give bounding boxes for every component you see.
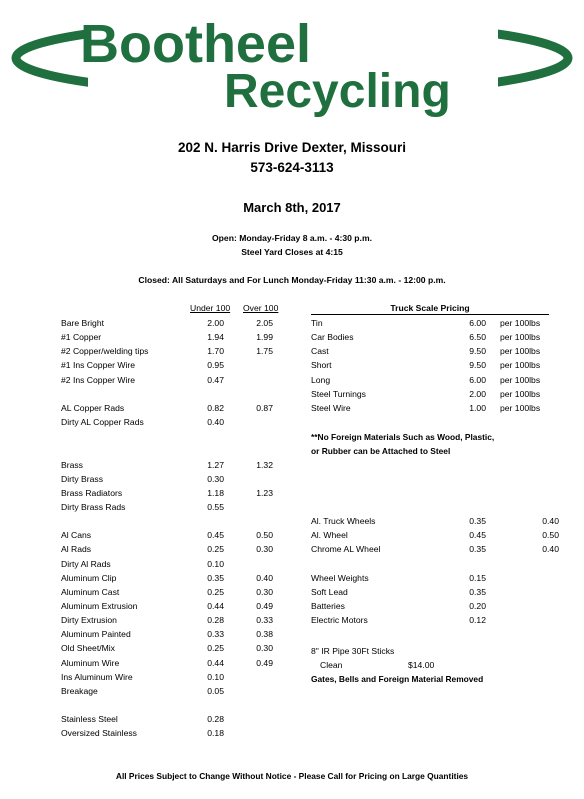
price-under-100: 1.94 <box>207 332 224 343</box>
item-name: Brass <box>61 459 83 470</box>
steel-item-name: Long <box>311 374 331 385</box>
item-name: Dirty Extrusion <box>61 615 117 626</box>
pipe-clean-price: $14.00 <box>408 660 435 670</box>
item-name: Ins Aluminum Wire <box>61 671 133 682</box>
item-name: #1 Ins Copper Wire <box>61 360 136 371</box>
price-over-100: 1.32 <box>256 459 273 470</box>
price-under-100: 0.30 <box>207 473 224 484</box>
steel-price: 9.50 <box>469 346 486 357</box>
steel-item-name: Car Bodies <box>311 332 354 343</box>
price-under-100: 0.05 <box>207 685 224 696</box>
item-name: Aluminum Painted <box>61 629 131 640</box>
steel-unit: per 100lbs <box>500 402 541 413</box>
steel-price: 1.00 <box>469 402 486 413</box>
misc-item-name: Batteries <box>311 601 345 612</box>
wheel-item-name: Al. Wheel <box>311 530 348 541</box>
price-under-100: 0.33 <box>207 629 224 640</box>
pipe-gates-note: Gates, Bells and Foreign Material Removed <box>311 674 484 684</box>
col-under-100: Under 100 <box>190 303 231 313</box>
item-name: Bare Bright <box>61 318 104 328</box>
price-under-100: 0.47 <box>207 374 224 385</box>
steel-unit: per 100lbs <box>500 374 541 385</box>
price-under-100: 0.28 <box>207 714 224 725</box>
price-over-100: 2.05 <box>256 318 273 328</box>
steel-item-name: Cast <box>311 346 329 357</box>
item-name: #2 Ins Copper Wire <box>61 374 136 385</box>
price-over-100: 0.49 <box>256 657 273 668</box>
price-over-100: 0.30 <box>256 643 273 654</box>
price-under-100: 0.10 <box>207 671 224 682</box>
steel-item-name: Steel Wire <box>311 402 351 413</box>
item-name: Dirty Al Rads <box>61 558 111 569</box>
pipe-clean-label: Clean <box>320 660 343 670</box>
pipe-title: 8" IR Pipe 30Ft Sticks <box>311 646 395 656</box>
misc-price: 0.12 <box>469 615 486 626</box>
price-under-100: 0.55 <box>207 501 224 512</box>
logo-line1: Bootheel <box>80 14 312 74</box>
price-over-100: 0.30 <box>256 586 273 597</box>
price-under-100: 2.00 <box>207 318 224 328</box>
price-over-100: 1.99 <box>256 332 273 343</box>
wheel-price-b: 0.40 <box>542 544 559 555</box>
steel-note-line2: or Rubber can be Attached to Steel <box>311 446 451 456</box>
date: March 8th, 2017 <box>243 200 341 215</box>
steel-unit: per 100lbs <box>500 388 541 399</box>
item-name: #1 Copper <box>61 332 102 343</box>
logo-line2: Recycling <box>224 65 451 118</box>
steel-unit: per 100lbs <box>500 318 541 328</box>
item-name: Aluminum Clip <box>61 572 117 583</box>
item-name: Aluminum Cast <box>61 586 120 597</box>
price-under-100: 0.28 <box>207 615 224 626</box>
steel-unit: per 100lbs <box>500 360 541 371</box>
misc-item-name: Wheel Weights <box>311 573 369 583</box>
item-name: #2 Copper/welding tips <box>61 346 149 357</box>
steel-note-line1: **No Foreign Materials Such as Wood, Plastic, <box>311 432 495 442</box>
misc-price: 0.35 <box>469 587 486 598</box>
price-over-100: 0.50 <box>256 530 273 541</box>
bootheel-recycling-logo <box>0 0 584 130</box>
item-name: Al Rads <box>61 544 92 555</box>
open-hours: Open: Monday-Friday 8 a.m. - 4:30 p.m. <box>212 233 372 243</box>
price-under-100: 0.44 <box>207 657 224 668</box>
steel-yard-hours: Steel Yard Closes at 4:15 <box>241 247 343 257</box>
item-name: Oversized Stainless <box>61 728 137 739</box>
price-under-100: 1.70 <box>207 346 224 357</box>
price-under-100: 0.35 <box>207 572 224 583</box>
wheel-item-name: Chrome AL Wheel <box>311 544 381 555</box>
price-over-100: 1.75 <box>256 346 273 357</box>
steel-item-name: Tin <box>311 318 323 328</box>
steel-price: 2.00 <box>469 388 486 399</box>
item-name: Aluminum Wire <box>61 657 120 668</box>
item-name: Old Sheet/Mix <box>61 643 115 654</box>
item-name: Stainless Steel <box>61 714 118 725</box>
price-under-100: 0.40 <box>207 417 224 428</box>
steel-unit: per 100lbs <box>500 346 541 357</box>
price-under-100: 0.45 <box>207 530 224 541</box>
item-name: Dirty Brass Rads <box>61 501 126 512</box>
address: 202 N. Harris Drive Dexter, Missouri <box>177 140 407 155</box>
steel-price: 9.50 <box>469 360 486 371</box>
truck-scale-title: Truck Scale Pricing <box>311 303 549 315</box>
item-name: Brass Radiators <box>61 487 123 498</box>
price-under-100: 0.82 <box>207 402 224 413</box>
col-over-100: Over 100 <box>243 303 279 313</box>
wheel-price-a: 0.45 <box>469 530 486 541</box>
price-under-100: 0.25 <box>207 544 224 555</box>
steel-price: 6.00 <box>469 318 486 328</box>
steel-unit: per 100lbs <box>500 332 541 343</box>
price-under-100: 0.25 <box>207 586 224 597</box>
steel-price: 6.50 <box>469 332 486 343</box>
price-over-100: 0.30 <box>256 544 273 555</box>
price-over-100: 0.38 <box>256 629 273 640</box>
price-under-100: 0.95 <box>207 360 224 371</box>
wheel-price-a: 0.35 <box>469 544 486 555</box>
price-under-100: 1.18 <box>207 487 224 498</box>
misc-item-name: Soft Lead <box>311 587 348 598</box>
wheel-price-b: 0.40 <box>542 516 559 526</box>
price-over-100: 0.40 <box>256 572 273 583</box>
price-under-100: 0.25 <box>207 643 224 654</box>
item-name: Al Cans <box>61 530 92 541</box>
phone: 573-624-3113 <box>250 160 334 175</box>
item-name: Dirty Brass <box>61 473 104 484</box>
misc-price: 0.15 <box>469 573 486 583</box>
steel-item-name: Steel Turnings <box>311 388 366 399</box>
item-name: AL Copper Rads <box>61 402 125 413</box>
steel-item-name: Short <box>311 360 332 371</box>
price-over-100: 0.87 <box>256 402 273 413</box>
price-under-100: 0.44 <box>207 601 224 611</box>
item-name: Dirty AL Copper Rads <box>61 417 144 428</box>
wheel-item-name: Al. Truck Wheels <box>311 516 376 526</box>
price-under-100: 0.18 <box>207 728 224 739</box>
footer-disclaimer: All Prices Subject to Change Without Notice - Please Call for Pricing on Large Quantities <box>115 771 469 781</box>
steel-price: 6.00 <box>469 374 486 385</box>
wheel-price-a: 0.35 <box>469 516 486 526</box>
misc-item-name: Electric Motors <box>311 615 368 626</box>
price-under-100: 0.10 <box>207 558 224 569</box>
price-over-100: 0.33 <box>256 615 273 626</box>
price-over-100: 0.49 <box>256 601 273 611</box>
price-under-100: 1.27 <box>207 459 224 470</box>
wheel-price-b: 0.50 <box>542 530 559 541</box>
price-over-100: 1.23 <box>256 487 273 498</box>
misc-price: 0.20 <box>469 601 486 612</box>
item-name: Aluminum Extrusion <box>61 601 138 611</box>
item-name: Breakage <box>61 685 98 696</box>
closed-hours: Closed: All Saturdays and For Lunch Monday-Friday 11:30 a.m. - 12:00 p.m. <box>138 275 446 285</box>
